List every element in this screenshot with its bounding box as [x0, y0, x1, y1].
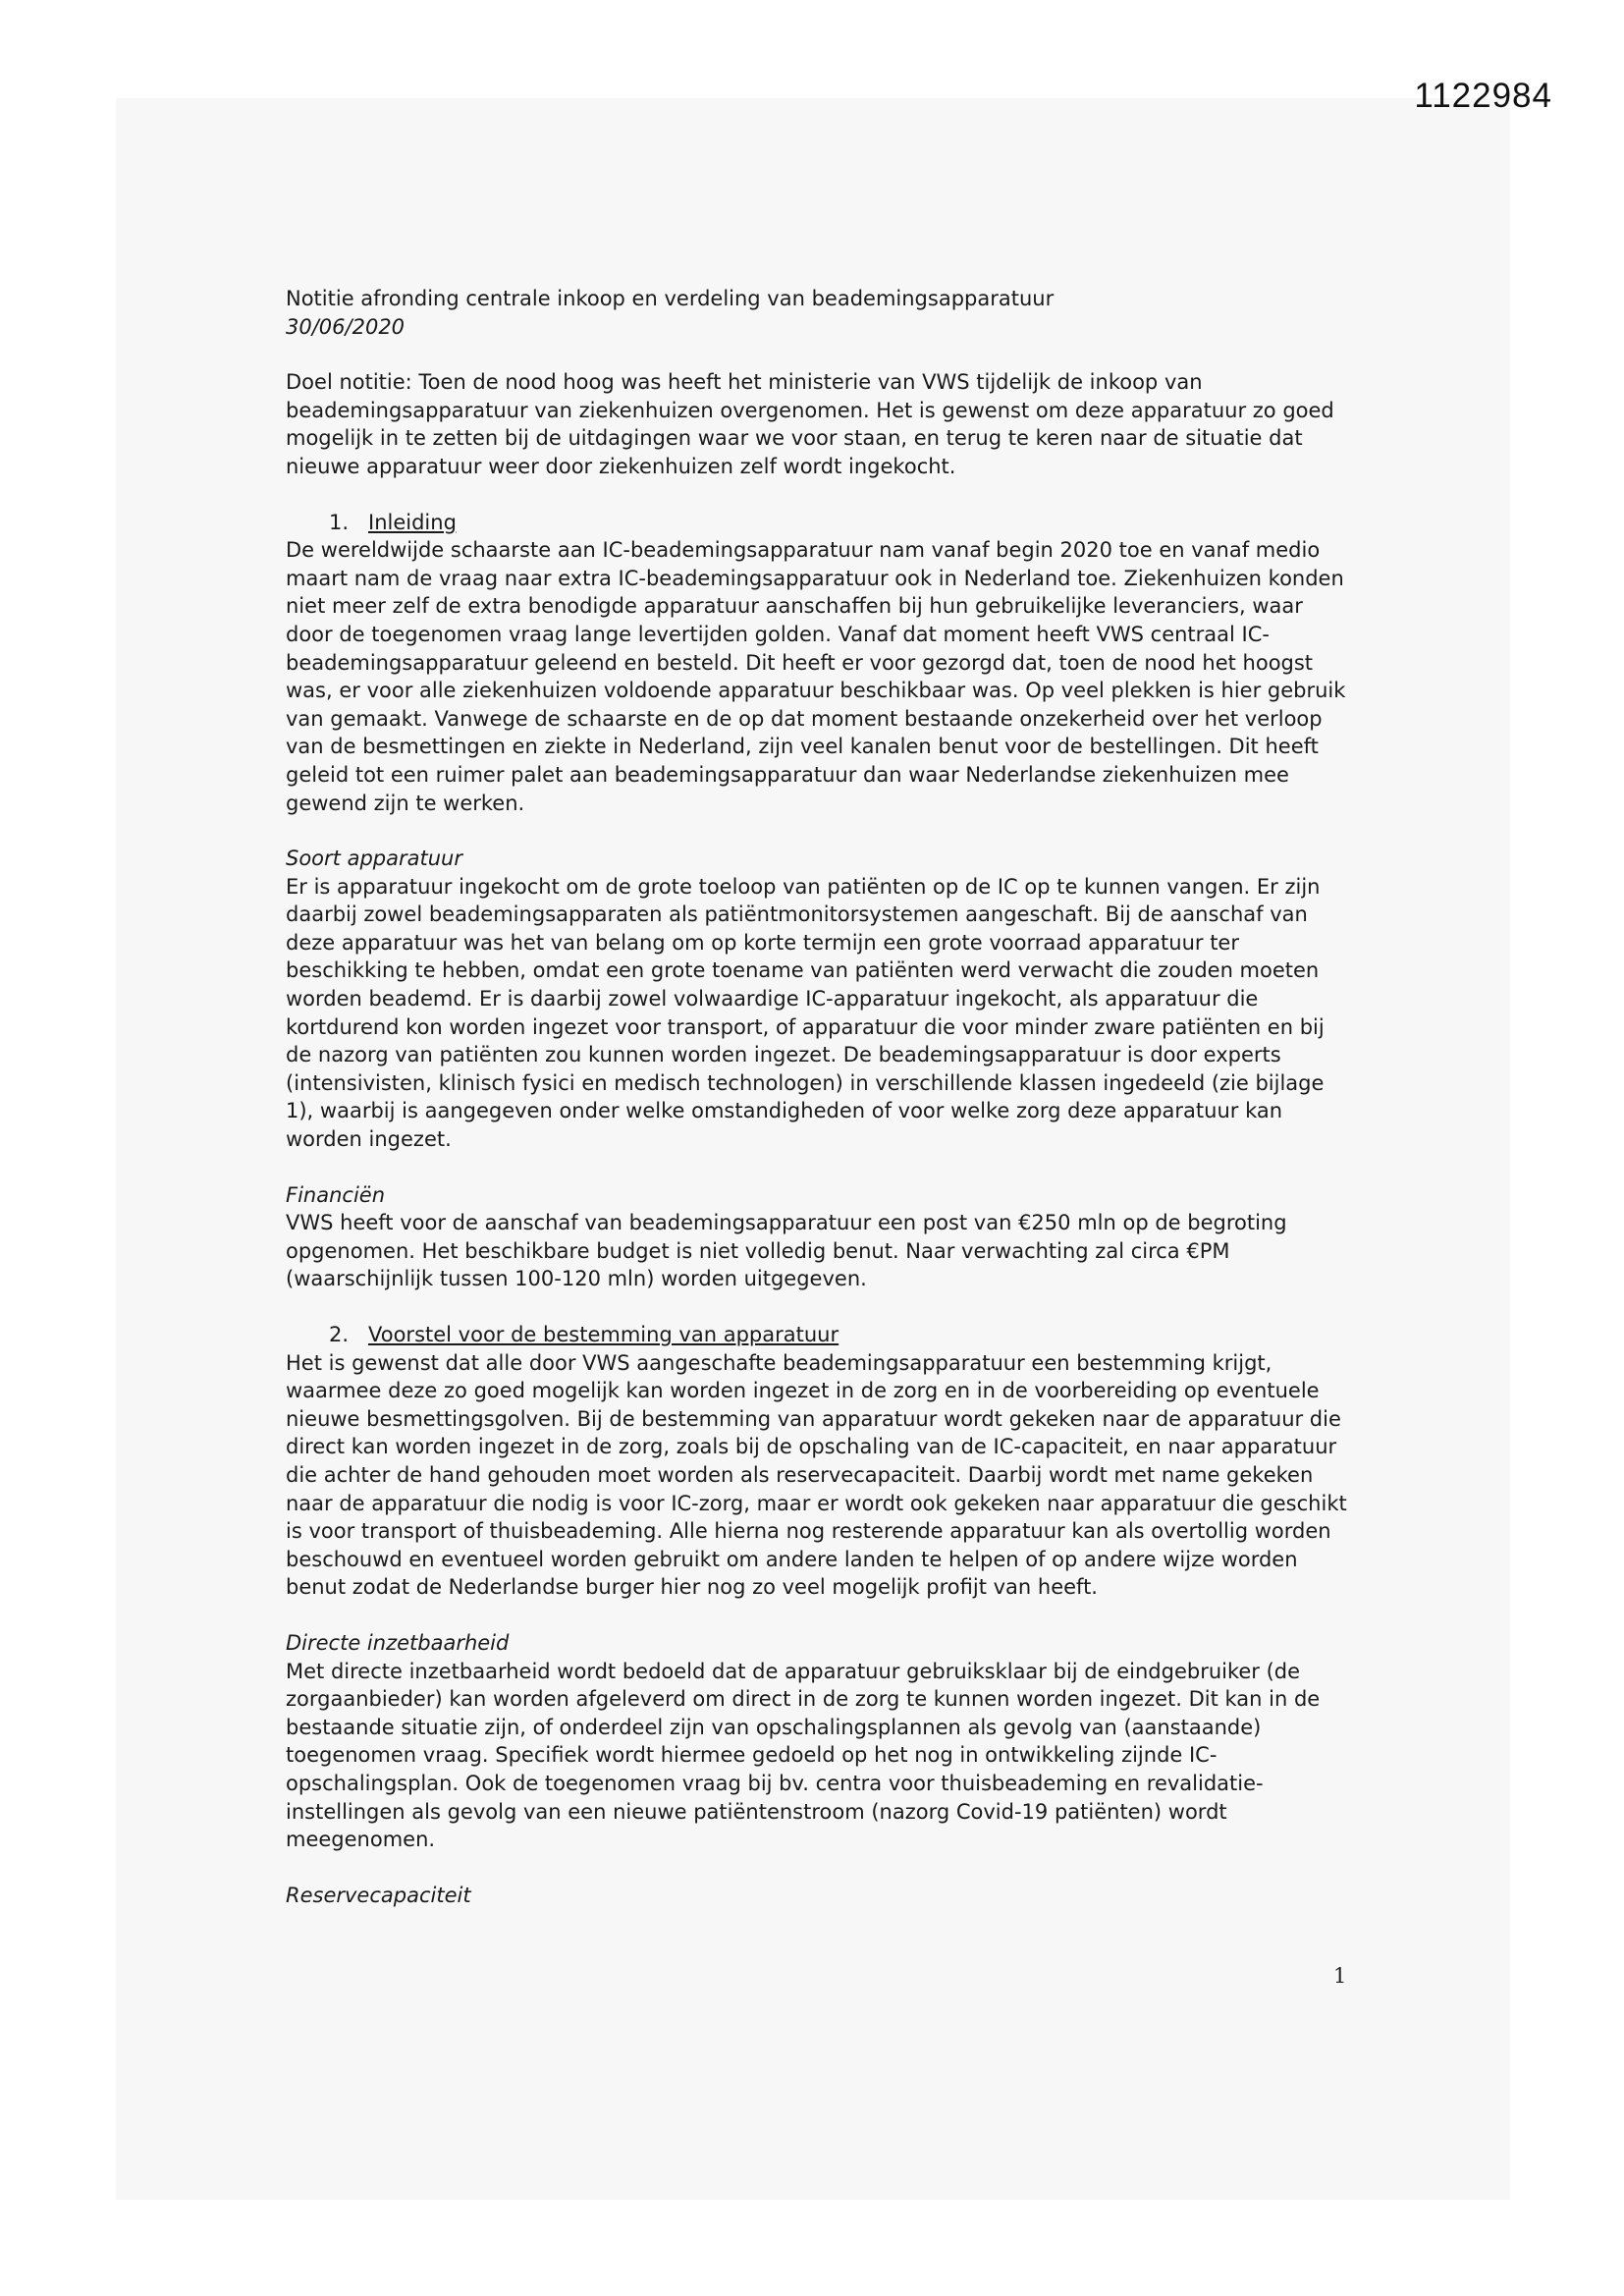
section-1-heading	[286, 509, 1351, 537]
directe-heading: Directe inzetbaarheid	[286, 1630, 510, 1655]
section-1-number: 1.	[329, 510, 350, 534]
section-2-number: 2.	[329, 1323, 350, 1346]
document-id: 1122984	[1414, 77, 1552, 115]
section-2-heading	[286, 1321, 1351, 1349]
document-date: 30/06/2020	[286, 314, 406, 339]
document-body	[286, 285, 1351, 1909]
section-2-title: Voorstel voor de bestemming van apparatuur	[368, 1323, 839, 1346]
section-2-paragraph: Het is gewenst dat alle door VWS aangeschafte beademingsapparatuur een bestemming krijgt, waarmee deze zo goed mogelijk kan worden ingezet in de zorg en in de voorbereiding op eventuele nieuwe besmettingsgolven. Bij de bestemming van apparatuur wordt gekeken naar de apparatuur die direct kan worden ingezet in de zorg, zoals bij de opschaling van de IC-capaciteit, en naar apparatuur die achter de hand gehouden moet worden als reservecapaciteit. Daarbij wordt met name gekeken naar de apparatuur die nodig is voor IC-zorg, maar er wordt ook gekeken naar apparatuur die geschikt is voor transport of thuisbeademing. Alle hierna nog resterende apparatuur kan als overtollig worden beschouwd en eventueel worden gebruikt om andere landen te helpen of op andere wijze worden benut zodat de Nederlandse burger hier nog zo veel mogelijk profijt van heeft.	[286, 1350, 1347, 1600]
financien-paragraph: VWS heeft voor de aanschaf van beademingsapparatuur een post van €250 mln op de begroting opgenomen. Het beschikbare budget is niet volledig benut. Naar verwachting zal circa €PM (waarschijnlijk tussen 100-120 mln) worden uitgegeven.	[286, 1211, 1287, 1291]
page-number: 1	[1333, 1964, 1347, 1988]
intro-paragraph: Doel notitie: Toen de nood hoog was heeft het ministerie van VWS tijdelijk de inkoop van beademingsapparatuur van ziekenhuizen overgenomen. Het is gewenst om deze apparatuur zo goed mogelijk in te zetten bij de uitdagingen waar we voor staan, en terug te keren naar de situatie dat nieuwe apparatuur weer door ziekenhuizen zelf wordt ingekocht.	[286, 370, 1334, 478]
document-title: Notitie afronding centrale inkoop en verdeling van beademingsapparatuur	[286, 287, 1055, 310]
financien-heading: Financiën	[286, 1182, 386, 1207]
directe-paragraph: Met directe inzetbaarheid wordt bedoeld dat de apparatuur gebruiksklaar bij de eindgebruiker (de zorgaanbieder) kan worden afgeleverd om direct in de zorg te kunnen worden ingezet. Dit kan in de bestaande situatie zijn, of onderdeel zijn van opschalingsplannen als gevolg van (aanstaande) toegenomen vraag. Specifiek wordt hiermee gedoeld op het nog in ontwikkeling zijnde IC-opschalingsplan. Ook de toegenomen vraag bij bv. centra voor thuisbeademing en revalidatie-instellingen als gevolg van een nieuwe patiëntenstroom (nazorg Covid-19 patiënten) wordt meegenomen.	[286, 1659, 1321, 1852]
soort-paragraph: Er is apparatuur ingekocht om de grote toeloop van patiënten op de IC op te kunnen vangen. Er zijn daarbij zowel beademingsapparaten als patiëntmonitorsystemen aangeschaft. Bij de aanschaf van deze apparatuur was het van belang om op korte termijn een grote voorraad apparatuur ter beschikking te hebben, omdat een grote toename van patiënten werd verwacht die zouden moeten worden beademd. Er is daarbij zowel volwaardige IC-apparatuur ingekocht, als apparatuur die kortdurend kon worden ingezet voor transport, of apparatuur die voor minder zware patiënten en bij de nazorg van patiënten zou kunnen worden ingezet. De beademingsapparatuur is door experts (intensivisten, klinisch fysici en medisch technologen) in verschillende klassen ingedeeld (zie bijlage 1), waarbij is aangegeven onder welke omstandigheden of voor welke zorg deze apparatuur kan worden ingezet.	[286, 874, 1325, 1152]
soort-heading: Soort apparatuur	[286, 847, 462, 871]
reserve-heading: Reservecapaciteit	[286, 1883, 471, 1907]
section-1-title: Inleiding	[368, 510, 457, 534]
section-1-paragraph: De wereldwijde schaarste aan IC-beademingsapparatuur nam vanaf begin 2020 toe en vanaf medio maart nam de vraag naar extra IC-beademingsapparatuur ook in Nederland toe. Ziekenhuizen konden niet meer zelf de extra benodigde apparatuur aanschaffen bij hun gebruikelijke leveranciers, waar door de toegenomen vraag lange levertijden golden. Vanaf dat moment heeft VWS centraal IC-beademingsapparatuur geleend en besteld. Dit heeft er voor gezorgd dat, toen de nood het hoogst was, er voor alle ziekenhuizen voldoende apparatuur beschikbaar was. Op veel plekken is hier gebruik van gemaakt. Vanwege de schaarste en de op dat moment bestaande onzekerheid over het verloop van de besmettingen en ziekte in Nederland, zijn veel kanalen benut voor de bestellingen. Dit heeft geleid tot een ruimer palet aan beademingsapparatuur dan waar Nederlandse ziekenhuizen mee gewend zijn te werken.	[286, 538, 1346, 815]
